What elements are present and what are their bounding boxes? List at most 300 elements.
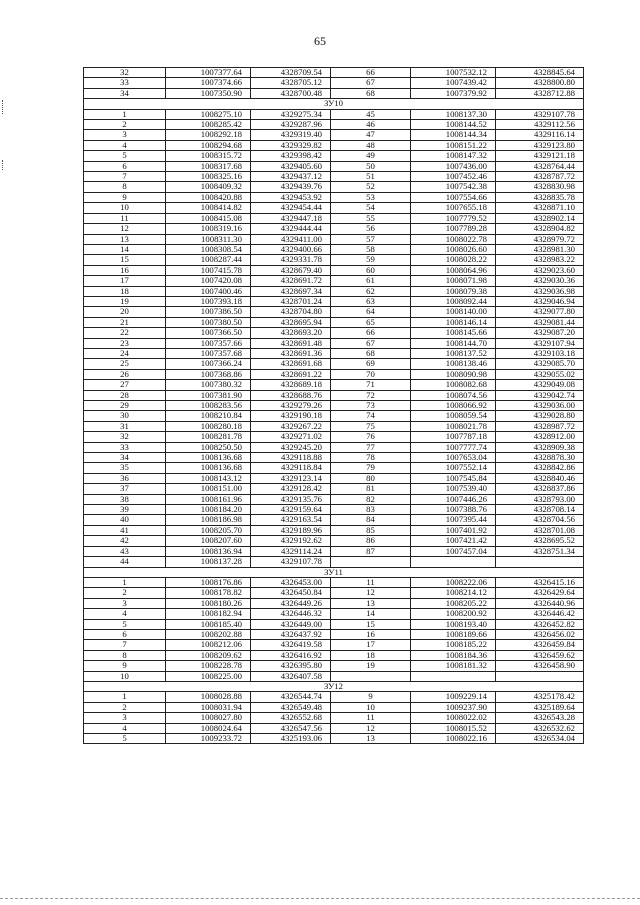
point-number-cell: 51 xyxy=(331,172,411,182)
point-number-cell: 39 xyxy=(84,505,166,515)
point-number-cell: 84 xyxy=(331,515,411,525)
x-coordinate-cell: 1008228.78 xyxy=(166,661,251,671)
x-coordinate-cell: 1007357.68 xyxy=(166,348,251,358)
y-coordinate-cell xyxy=(496,557,584,567)
point-number-cell: 75 xyxy=(331,421,411,431)
x-coordinate-cell: 1008015.52 xyxy=(411,723,496,733)
y-coordinate-cell: 4326453.00 xyxy=(251,577,331,587)
y-coordinate-cell: 4329085.70 xyxy=(496,359,584,369)
point-number-cell: 81 xyxy=(331,484,411,494)
table-row xyxy=(84,692,584,702)
point-number-cell: 4 xyxy=(84,723,166,733)
x-coordinate-cell: 1008222.06 xyxy=(411,577,496,587)
x-coordinate-cell: 1008082.68 xyxy=(411,380,496,390)
table-row xyxy=(84,421,584,431)
point-number-cell: 12 xyxy=(84,224,166,234)
table-row xyxy=(84,234,584,244)
table-row xyxy=(84,328,584,338)
point-number-cell: 4 xyxy=(84,140,166,150)
x-coordinate-cell: 1007377.64 xyxy=(166,68,251,78)
y-coordinate-cell: 4328981.30 xyxy=(496,244,584,254)
table-row xyxy=(84,359,584,369)
y-coordinate-cell: 4328695.94 xyxy=(251,317,331,327)
y-coordinate-cell: 4328764.44 xyxy=(496,161,584,171)
y-coordinate-cell: 4328704.80 xyxy=(251,307,331,317)
point-number-cell: 9 xyxy=(331,692,411,702)
point-number-cell: 3 xyxy=(84,598,166,608)
y-coordinate-cell: 4329030.36 xyxy=(496,276,584,286)
y-coordinate-cell: 4329287.96 xyxy=(251,120,331,130)
section-header-row xyxy=(84,567,584,577)
x-coordinate-cell: 1008031.94 xyxy=(166,702,251,712)
table-row xyxy=(84,557,584,567)
y-coordinate-cell: 4329245.20 xyxy=(251,442,331,452)
x-coordinate-cell: 1008138.46 xyxy=(411,359,496,369)
y-coordinate-cell: 4329087.20 xyxy=(496,328,584,338)
x-coordinate-cell: 1008294.68 xyxy=(166,140,251,150)
y-coordinate-cell: 4326415.16 xyxy=(496,577,584,587)
y-coordinate-cell: 4329055.02 xyxy=(496,369,584,379)
table-row xyxy=(84,390,584,400)
y-coordinate-cell: 4329112.56 xyxy=(496,120,584,130)
y-coordinate-cell: 4328709.54 xyxy=(251,68,331,78)
point-number-cell: 29 xyxy=(84,401,166,411)
y-coordinate-cell: 4326549.48 xyxy=(251,702,331,712)
table-row xyxy=(84,401,584,411)
x-coordinate-cell: 1008143.12 xyxy=(166,473,251,483)
x-coordinate-cell: 1008207.60 xyxy=(166,536,251,546)
table-row xyxy=(84,629,584,639)
coordinates-table xyxy=(83,67,584,744)
point-number-cell: 66 xyxy=(331,328,411,338)
point-number-cell: 19 xyxy=(84,296,166,306)
y-coordinate-cell: 4328689.18 xyxy=(251,380,331,390)
x-coordinate-cell: 1008028.22 xyxy=(411,255,496,265)
x-coordinate-cell: 1007655.18 xyxy=(411,203,496,213)
x-coordinate-cell: 1008022.16 xyxy=(411,734,496,744)
point-number-cell: 72 xyxy=(331,390,411,400)
y-coordinate-cell: 4329116.14 xyxy=(496,130,584,140)
y-coordinate-cell: 4329398.42 xyxy=(251,151,331,161)
y-coordinate-cell: 4326544.74 xyxy=(251,692,331,702)
y-coordinate-cell: 4328704.56 xyxy=(496,515,584,525)
x-coordinate-cell: 1007415.78 xyxy=(166,265,251,275)
table-row xyxy=(84,577,584,587)
point-number-cell: 4 xyxy=(84,609,166,619)
x-coordinate-cell: 1007545.84 xyxy=(411,473,496,483)
section-title: ЗУ10 xyxy=(84,99,584,109)
x-coordinate-cell: 1008026.60 xyxy=(411,244,496,254)
y-coordinate-cell: 4326532.62 xyxy=(496,723,584,733)
x-coordinate-cell: 1008205.22 xyxy=(411,598,496,608)
point-number-cell: 33 xyxy=(84,78,166,88)
point-number-cell: 1 xyxy=(84,692,166,702)
x-coordinate-cell: 1007439.42 xyxy=(411,78,496,88)
point-number-cell: 27 xyxy=(84,380,166,390)
x-coordinate-cell: 1007539.40 xyxy=(411,484,496,494)
y-coordinate-cell: 4328708.14 xyxy=(496,505,584,515)
point-number-cell: 16 xyxy=(331,629,411,639)
x-coordinate-cell: 1008136.68 xyxy=(166,463,251,473)
y-coordinate-cell: 4328909.38 xyxy=(496,442,584,452)
point-number-cell: 64 xyxy=(331,307,411,317)
x-coordinate-cell: 1008140.00 xyxy=(411,307,496,317)
x-coordinate-cell xyxy=(411,671,496,681)
table-row xyxy=(84,598,584,608)
point-number-cell: 67 xyxy=(331,78,411,88)
point-number-cell: 68 xyxy=(331,348,411,358)
y-coordinate-cell: 4329081.44 xyxy=(496,317,584,327)
table-row xyxy=(84,276,584,286)
point-number-cell: 79 xyxy=(331,463,411,473)
y-coordinate-cell: 4329279.26 xyxy=(251,401,331,411)
y-coordinate-cell: 4328695.52 xyxy=(496,536,584,546)
x-coordinate-cell: 1007381.90 xyxy=(166,390,251,400)
x-coordinate-cell: 1007789.28 xyxy=(411,224,496,234)
x-coordinate-cell: 1007386.50 xyxy=(166,307,251,317)
x-coordinate-cell: 1007421.42 xyxy=(411,536,496,546)
y-coordinate-cell: 4326416.92 xyxy=(251,650,331,660)
point-number-cell: 11 xyxy=(84,213,166,223)
table-row xyxy=(84,286,584,296)
point-number-cell: 1 xyxy=(84,109,166,119)
x-coordinate-cell: 1008415.08 xyxy=(166,213,251,223)
x-coordinate-cell: 1008275.10 xyxy=(166,109,251,119)
y-coordinate-cell: 4329049.08 xyxy=(496,380,584,390)
table-row xyxy=(84,588,584,598)
y-coordinate-cell: 4326547.56 xyxy=(251,723,331,733)
x-coordinate-cell: 1008144.52 xyxy=(411,120,496,130)
x-coordinate-cell: 1008214.12 xyxy=(411,588,496,598)
y-coordinate-cell: 4325189.64 xyxy=(496,702,584,712)
x-coordinate-cell: 1008414.82 xyxy=(166,203,251,213)
point-number-cell: 59 xyxy=(331,255,411,265)
y-coordinate-cell: 4328705.12 xyxy=(251,78,331,88)
y-coordinate-cell: 4328878.30 xyxy=(496,453,584,463)
x-coordinate-cell: 1008189.66 xyxy=(411,629,496,639)
point-number-cell: 38 xyxy=(84,494,166,504)
x-coordinate-cell: 1007395.44 xyxy=(411,515,496,525)
point-number-cell: 11 xyxy=(331,577,411,587)
y-coordinate-cell: 4329411.00 xyxy=(251,234,331,244)
point-number-cell: 41 xyxy=(84,525,166,535)
point-number-cell: 7 xyxy=(84,640,166,650)
x-coordinate-cell: 1008024.64 xyxy=(166,723,251,733)
y-coordinate-cell: 4328691.68 xyxy=(251,359,331,369)
point-number-cell: 17 xyxy=(84,276,166,286)
table-row xyxy=(84,536,584,546)
y-coordinate-cell: 4326450.84 xyxy=(251,588,331,598)
point-number-cell: 71 xyxy=(331,380,411,390)
x-coordinate-cell: 1008325.16 xyxy=(166,172,251,182)
x-coordinate-cell: 1007388.76 xyxy=(411,505,496,515)
x-coordinate-cell: 1008064.96 xyxy=(411,265,496,275)
table-row xyxy=(84,734,584,744)
y-coordinate-cell: 4328700.48 xyxy=(251,88,331,98)
point-number-cell: 28 xyxy=(84,390,166,400)
point-number-cell: 11 xyxy=(331,713,411,723)
y-coordinate-cell: 4329271.02 xyxy=(251,432,331,442)
x-coordinate-cell: 1007400.46 xyxy=(166,286,251,296)
x-coordinate-cell: 1008315.72 xyxy=(166,151,251,161)
point-number-cell xyxy=(331,671,411,681)
table-row xyxy=(84,307,584,317)
x-coordinate-cell: 1008184.20 xyxy=(166,505,251,515)
x-coordinate-cell: 1007380.32 xyxy=(166,380,251,390)
point-number-cell: 15 xyxy=(84,255,166,265)
x-coordinate-cell: 1008186.98 xyxy=(166,515,251,525)
point-number-cell: 14 xyxy=(331,609,411,619)
y-coordinate-cell: 4329192.62 xyxy=(251,536,331,546)
x-coordinate-cell: 1008021.78 xyxy=(411,421,496,431)
point-number-cell: 62 xyxy=(331,286,411,296)
point-number-cell: 74 xyxy=(331,411,411,421)
point-number-cell: 24 xyxy=(84,348,166,358)
point-number-cell: 32 xyxy=(84,68,166,78)
y-coordinate-cell: 4329036.00 xyxy=(496,401,584,411)
point-number-cell: 26 xyxy=(84,369,166,379)
y-coordinate-cell: 4325193.06 xyxy=(251,734,331,744)
x-coordinate-cell: 1008182.94 xyxy=(166,609,251,619)
y-coordinate-cell: 4329028.80 xyxy=(496,411,584,421)
point-number-cell: 48 xyxy=(331,140,411,150)
y-coordinate-cell: 4329077.80 xyxy=(496,307,584,317)
y-coordinate-cell: 4329275.34 xyxy=(251,109,331,119)
point-number-cell: 13 xyxy=(84,234,166,244)
table-row xyxy=(84,671,584,681)
point-number-cell: 6 xyxy=(84,629,166,639)
point-number-cell: 53 xyxy=(331,192,411,202)
point-number-cell: 14 xyxy=(84,244,166,254)
point-number-cell: 49 xyxy=(331,151,411,161)
point-number-cell: 6 xyxy=(84,161,166,171)
table-row xyxy=(84,505,584,515)
y-coordinate-cell: 4328691.36 xyxy=(251,348,331,358)
x-coordinate-cell: 1008151.22 xyxy=(411,140,496,150)
margin-mark xyxy=(2,160,4,170)
table-row xyxy=(84,78,584,88)
table-row xyxy=(84,130,584,140)
x-coordinate-cell: 1007350.90 xyxy=(166,88,251,98)
section-header-row xyxy=(84,99,584,109)
x-coordinate-cell: 1008059.54 xyxy=(411,411,496,421)
x-coordinate-cell: 1008185.22 xyxy=(411,640,496,650)
y-coordinate-cell: 4329036.98 xyxy=(496,286,584,296)
y-coordinate-cell: 4328800.80 xyxy=(496,78,584,88)
point-number-cell: 34 xyxy=(84,453,166,463)
x-coordinate-cell: 1007380.50 xyxy=(166,317,251,327)
x-coordinate-cell: 1007366.50 xyxy=(166,328,251,338)
point-number-cell: 33 xyxy=(84,442,166,452)
y-coordinate-cell: 4328787.72 xyxy=(496,172,584,182)
table-row xyxy=(84,348,584,358)
point-number-cell: 87 xyxy=(331,546,411,556)
y-coordinate-cell: 4328842.86 xyxy=(496,463,584,473)
table-row xyxy=(84,494,584,504)
table-row xyxy=(84,265,584,275)
table-row xyxy=(84,515,584,525)
point-number-cell: 5 xyxy=(84,734,166,744)
table-row xyxy=(84,619,584,629)
x-coordinate-cell: 1007379.92 xyxy=(411,88,496,98)
point-number-cell: 20 xyxy=(84,307,166,317)
point-number-cell: 46 xyxy=(331,120,411,130)
point-number-cell: 34 xyxy=(84,88,166,98)
y-coordinate-cell: 4328691.48 xyxy=(251,338,331,348)
point-number-cell: 9 xyxy=(84,192,166,202)
x-coordinate-cell: 1008311.30 xyxy=(166,234,251,244)
x-coordinate-cell: 1008280.18 xyxy=(166,421,251,431)
point-number-cell: 80 xyxy=(331,473,411,483)
table-row xyxy=(84,640,584,650)
point-number-cell: 12 xyxy=(331,588,411,598)
table-row xyxy=(84,525,584,535)
point-number-cell: 13 xyxy=(331,734,411,744)
x-coordinate-cell: 1007552.14 xyxy=(411,463,496,473)
point-number-cell: 52 xyxy=(331,182,411,192)
x-coordinate-cell: 1008250.50 xyxy=(166,442,251,452)
x-coordinate-cell: 1007374.66 xyxy=(166,78,251,88)
y-coordinate-cell: 4329107.94 xyxy=(496,338,584,348)
table-row xyxy=(84,432,584,442)
margin-mark xyxy=(2,100,4,114)
y-coordinate-cell: 4326449.00 xyxy=(251,619,331,629)
x-coordinate-cell: 1008193.40 xyxy=(411,619,496,629)
point-number-cell: 15 xyxy=(331,619,411,629)
point-number-cell: 58 xyxy=(331,244,411,254)
table-row xyxy=(84,380,584,390)
x-coordinate-cell: 1008028.88 xyxy=(166,692,251,702)
point-number-cell: 1 xyxy=(84,577,166,587)
table-row xyxy=(84,109,584,119)
point-number-cell: 30 xyxy=(84,411,166,421)
point-number-cell: 60 xyxy=(331,265,411,275)
y-coordinate-cell: 4328835.78 xyxy=(496,192,584,202)
x-coordinate-cell: 1007554.66 xyxy=(411,192,496,202)
y-coordinate-cell: 4328793.00 xyxy=(496,494,584,504)
x-coordinate-cell: 1008178.82 xyxy=(166,588,251,598)
x-coordinate-cell: 1008184.36 xyxy=(411,650,496,660)
point-number-cell: 2 xyxy=(84,120,166,130)
x-coordinate-cell: 1008317.68 xyxy=(166,161,251,171)
x-coordinate-cell: 1007436.00 xyxy=(411,161,496,171)
y-coordinate-cell: 4328693.20 xyxy=(251,328,331,338)
point-number-cell: 21 xyxy=(84,317,166,327)
y-coordinate-cell: 4329103.18 xyxy=(496,348,584,358)
x-coordinate-cell: 1009229.14 xyxy=(411,692,496,702)
point-number-cell: 18 xyxy=(84,286,166,296)
x-coordinate-cell: 1007542.38 xyxy=(411,182,496,192)
y-coordinate-cell: 4329121.18 xyxy=(496,151,584,161)
x-coordinate-cell: 1008146.14 xyxy=(411,317,496,327)
x-coordinate-cell: 1008319.16 xyxy=(166,224,251,234)
point-number-cell: 42 xyxy=(84,536,166,546)
point-number-cell: 10 xyxy=(331,702,411,712)
y-coordinate-cell: 4328688.76 xyxy=(251,390,331,400)
table-row xyxy=(84,661,584,671)
table-row xyxy=(84,484,584,494)
y-coordinate-cell: 4328845.64 xyxy=(496,68,584,78)
x-coordinate-cell: 1009233.72 xyxy=(166,734,251,744)
y-coordinate-cell xyxy=(496,671,584,681)
y-coordinate-cell: 4328904.82 xyxy=(496,224,584,234)
x-coordinate-cell: 1008210.84 xyxy=(166,411,251,421)
table-row xyxy=(84,192,584,202)
x-coordinate-cell: 1008225.00 xyxy=(166,671,251,681)
point-number-cell: 63 xyxy=(331,296,411,306)
x-coordinate-cell: 1007457.04 xyxy=(411,546,496,556)
y-coordinate-cell: 4329189.96 xyxy=(251,525,331,535)
table-row xyxy=(84,723,584,733)
y-coordinate-cell: 4328871.10 xyxy=(496,203,584,213)
y-coordinate-cell: 4326458.90 xyxy=(496,661,584,671)
point-number-cell: 68 xyxy=(331,88,411,98)
point-number-cell: 7 xyxy=(84,172,166,182)
point-number-cell: 9 xyxy=(84,661,166,671)
y-coordinate-cell: 4329123.14 xyxy=(251,473,331,483)
x-coordinate-cell: 1007532.12 xyxy=(411,68,496,78)
x-coordinate-cell: 1008136.94 xyxy=(166,546,251,556)
y-coordinate-cell: 4328979.72 xyxy=(496,234,584,244)
x-coordinate-cell: 1008281.78 xyxy=(166,432,251,442)
table-row xyxy=(84,88,584,98)
y-coordinate-cell: 4329437.12 xyxy=(251,172,331,182)
point-number-cell: 82 xyxy=(331,494,411,504)
y-coordinate-cell: 4329114.24 xyxy=(251,546,331,556)
x-coordinate-cell: 1008090.98 xyxy=(411,369,496,379)
x-coordinate-cell: 1008137.30 xyxy=(411,109,496,119)
x-coordinate-cell: 1008144.34 xyxy=(411,130,496,140)
x-coordinate-cell: 1008079.38 xyxy=(411,286,496,296)
point-number-cell: 8 xyxy=(84,650,166,660)
table-row xyxy=(84,453,584,463)
point-number-cell: 61 xyxy=(331,276,411,286)
table-row xyxy=(84,713,584,723)
point-number-cell: 10 xyxy=(84,203,166,213)
x-coordinate-cell: 1007401.92 xyxy=(411,525,496,535)
y-coordinate-cell: 4328983.22 xyxy=(496,255,584,265)
y-coordinate-cell: 4329439.76 xyxy=(251,182,331,192)
point-number-cell: 2 xyxy=(84,702,166,712)
y-coordinate-cell: 4328830.98 xyxy=(496,182,584,192)
y-coordinate-cell: 4329444.44 xyxy=(251,224,331,234)
x-coordinate-cell: 1008092.44 xyxy=(411,296,496,306)
y-coordinate-cell: 4326543.28 xyxy=(496,713,584,723)
point-number-cell: 40 xyxy=(84,515,166,525)
y-coordinate-cell: 4329123.80 xyxy=(496,140,584,150)
x-coordinate-cell: 1007368.86 xyxy=(166,369,251,379)
section-title: ЗУ11 xyxy=(84,567,584,577)
y-coordinate-cell: 4329400.66 xyxy=(251,244,331,254)
point-number-cell: 5 xyxy=(84,151,166,161)
x-coordinate-cell: 1008137.28 xyxy=(166,557,251,567)
y-coordinate-cell: 4329447.18 xyxy=(251,213,331,223)
y-coordinate-cell: 4329128.42 xyxy=(251,484,331,494)
x-coordinate-cell: 1008136.68 xyxy=(166,453,251,463)
table-row xyxy=(84,68,584,78)
point-number-cell: 50 xyxy=(331,161,411,171)
x-coordinate-cell: 1008181.32 xyxy=(411,661,496,671)
section-header-row xyxy=(84,681,584,691)
table-row xyxy=(84,224,584,234)
y-coordinate-cell: 4329190.18 xyxy=(251,411,331,421)
point-number-cell xyxy=(331,557,411,567)
x-coordinate-cell: 1009237.90 xyxy=(411,702,496,712)
y-coordinate-cell: 4326534.04 xyxy=(496,734,584,744)
x-coordinate-cell: 1008287.44 xyxy=(166,255,251,265)
y-coordinate-cell: 4328691.72 xyxy=(251,276,331,286)
y-coordinate-cell: 4326446.42 xyxy=(496,609,584,619)
